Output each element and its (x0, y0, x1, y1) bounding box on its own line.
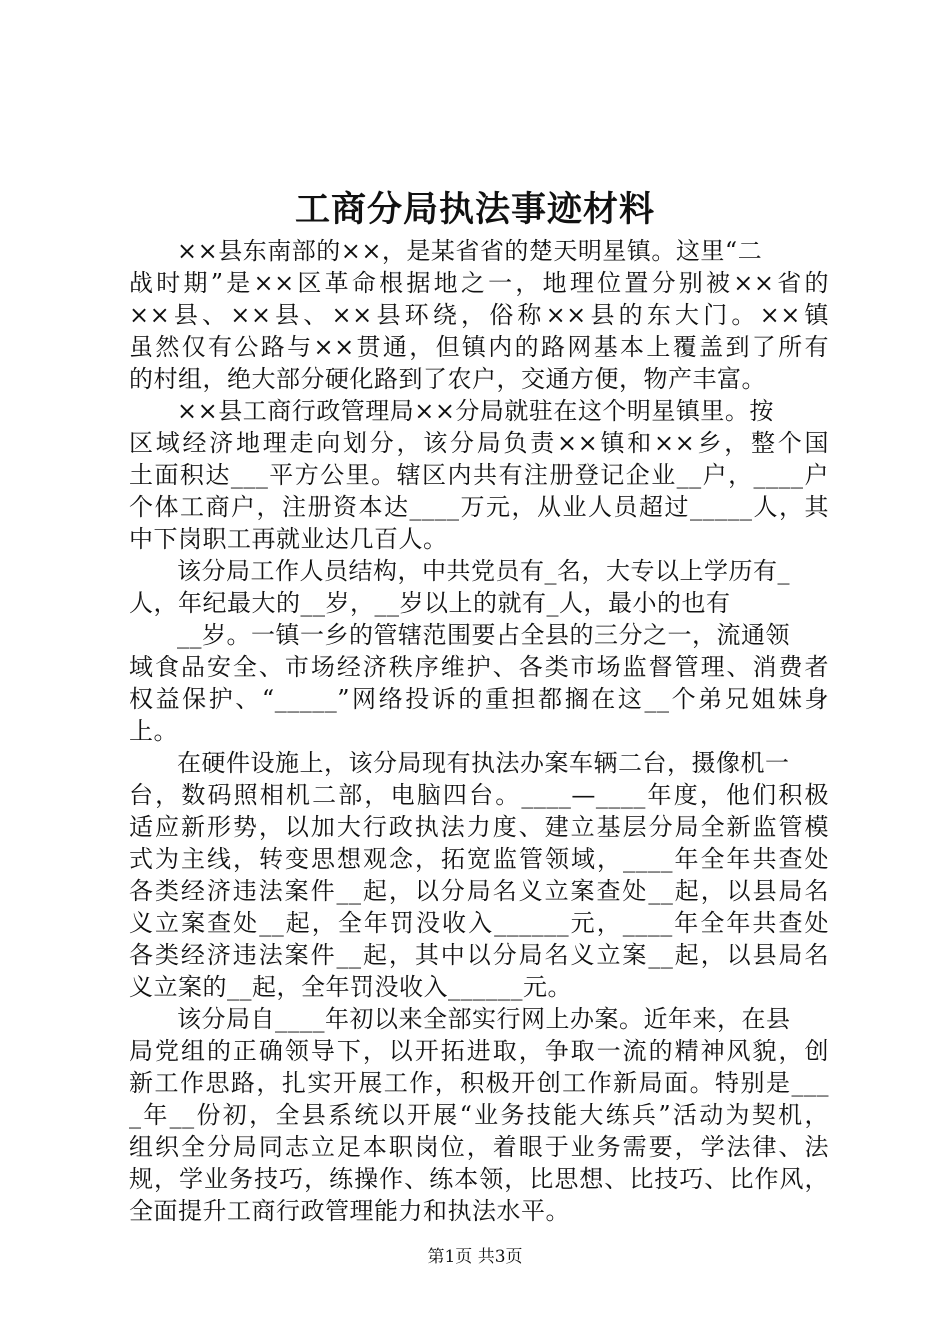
text-line: 人，年纪最大的__岁，__岁以上的就有_人，最小的也有 (129, 589, 731, 617)
text-line: 权益保护、“_____”网络投诉的重担都搁在这__个弟兄姐妹身 (129, 685, 829, 713)
text-line: 域食品安全、市场经济秩序维护、各类市场监督管理、消费者 (129, 653, 829, 681)
text-line: 该分局自____年初以来全部实行网上办案。近年来，在县 (177, 1005, 791, 1033)
text-line: 义立案查处__起，全年罚没收入______元，____年全年共查处 (129, 909, 829, 937)
text-line: ××县、××县、××县环绕，俗称××县的东大门。××镇 (129, 301, 829, 329)
text-line: 上。 (129, 717, 178, 745)
text-line: 战时期”是××区革命根据地之一，地理位置分别被××省的 (129, 269, 829, 297)
text-line: 各类经济违法案件__起，其中以分局名义立案__起，以县局名 (129, 941, 829, 969)
text-line: 义立案的__起，全年罚没收入______元。 (129, 973, 572, 1001)
text-line: 虽然仅有公路与××贯通，但镇内的路网基本上覆盖到了所有 (129, 333, 829, 361)
document-body (129, 235, 829, 1227)
text-line: 适应新形势，以加大行政执法力度、建立基层分局全新监管模 (129, 813, 829, 841)
text-line: 各类经济违法案件__起，以分局名义立案查处__起，以县局名 (129, 877, 829, 905)
text-line: 区域经济地理走向划分，该分局负责××镇和××乡，整个国 (129, 429, 829, 457)
text-line: 规，学业务技巧，练操作、练本领，比思想、比技巧、比作风， (129, 1165, 829, 1193)
text-line: 式为主线，转变思想观念，拓宽监管领域，____年全年共查处 (129, 845, 829, 873)
text-line: _年__份初，全县系统以开展“业务技能大练兵”活动为契机， (129, 1101, 829, 1129)
document-title: 工商分局执法事迹材料 (294, 189, 655, 230)
text-line: 中下岗职工再就业达几百人。 (129, 525, 448, 553)
text-line: ××县东南部的××，是某省省的楚天明星镇。这里“二 (177, 237, 763, 265)
page-footer: 第1页 共3页 (427, 1247, 523, 1267)
text-line: 新工作思路，扎实开展工作，积极开创工作新局面。特别是___ (129, 1069, 829, 1097)
text-line: 全面提升工商行政管理能力和执法水平。 (129, 1197, 570, 1225)
text-line: __岁。一镇一乡的管辖范围要占全县的三分之一，流通领 (177, 621, 790, 649)
text-line: 个体工商户，注册资本达____万元，从业人员超过_____人，其 (129, 493, 829, 521)
text-line: 的村组，绝大部分硬化路到了农户，交通方便，物产丰富。 (129, 365, 766, 393)
text-line: 在硬件设施上，该分局现有执法办案车辆二台，摄像机一 (177, 749, 790, 777)
text-line: 局党组的正确领导下，以开拓进取，争取一流的精神风貌，创 (129, 1037, 829, 1065)
text-line: ××县工商行政管理局××分局就驻在这个明星镇里。按 (177, 397, 774, 425)
text-line: 该分局工作人员结构，中共党员有_名，大专以上学历有_ (177, 557, 790, 585)
text-line: 台，数码照相机二部，电脑四台。____—____年度，他们积极 (129, 781, 829, 809)
text-line: 组织全分局同志立足本职岗位，着眼于业务需要，学法律、法 (129, 1133, 829, 1161)
text-line: 土面积达___平方公里。辖区内共有注册登记企业__户，____户 (129, 461, 829, 489)
